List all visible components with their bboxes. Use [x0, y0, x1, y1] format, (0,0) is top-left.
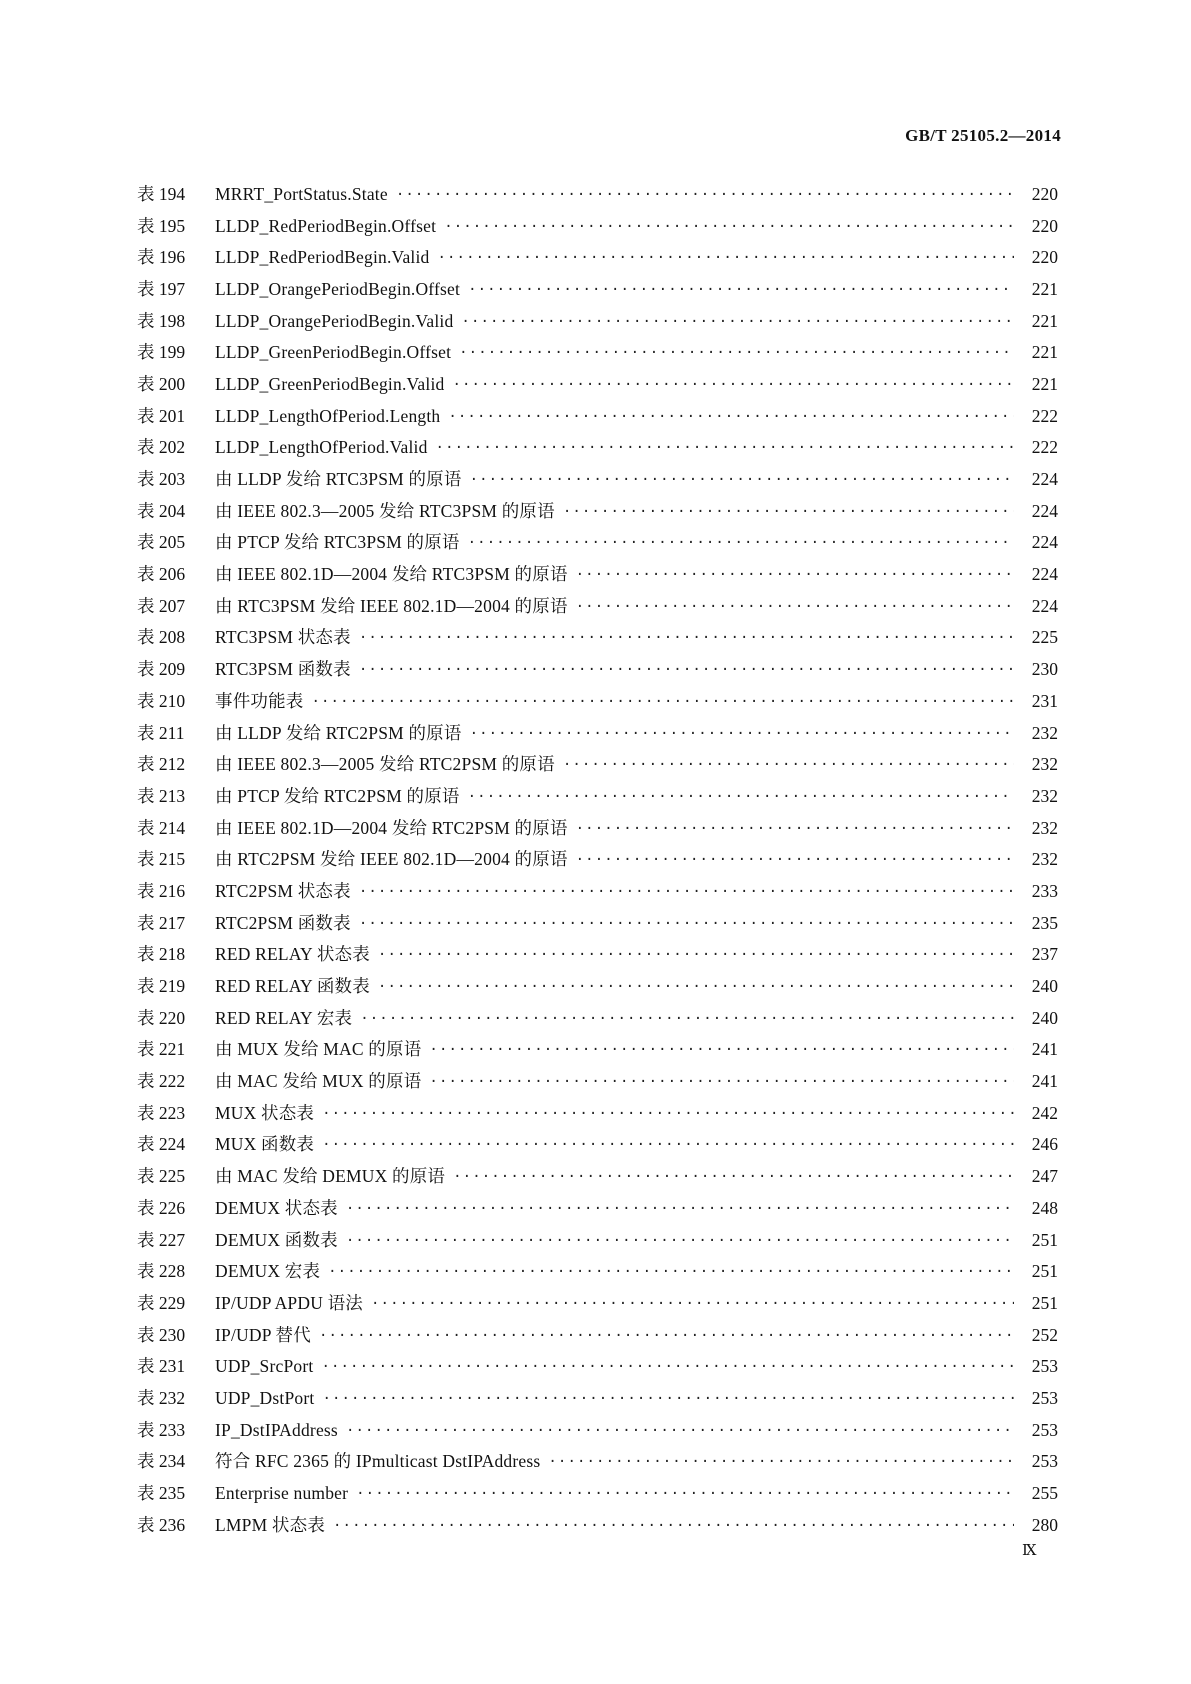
toc-entry[interactable]: [137, 1002, 1058, 1034]
toc-entry-number: 表 212: [137, 754, 186, 775]
toc-entry-number: 表 217: [137, 912, 186, 933]
toc-entry-title: 符合 RFC 2365 的 IPmulticast DstIPAddress: [215, 1451, 541, 1472]
toc-dot-leader: [356, 1483, 1014, 1503]
toc-entry-page: 251: [1031, 1261, 1058, 1282]
toc-entry-title: LLDP_LengthOfPeriod.Length: [215, 405, 441, 426]
toc-dot-leader: [576, 564, 1014, 584]
toc-dot-leader: [448, 406, 1014, 426]
toc-dot-leader: [359, 913, 1014, 933]
toc-entry-number: 表 200: [137, 373, 186, 394]
toc-entry-number: 表 215: [137, 849, 186, 870]
toc-entry[interactable]: [137, 590, 1058, 622]
toc-entry-page: 220: [1031, 247, 1058, 268]
toc-dot-leader: [563, 501, 1014, 521]
toc-entry[interactable]: [137, 527, 1058, 559]
toc-entry-page: 241: [1031, 1071, 1058, 1092]
table-of-contents: [137, 178, 1058, 1541]
toc-entry-page: 240: [1031, 976, 1058, 997]
toc-entry-page: 222: [1031, 405, 1058, 426]
toc-dot-leader: [468, 786, 1014, 806]
toc-dot-leader: [371, 1293, 1014, 1313]
toc-entry-number: 表 222: [137, 1071, 186, 1092]
toc-dot-leader: [322, 1134, 1014, 1154]
toc-entry-title: 由 PTCP 发给 RTC3PSM 的原语: [215, 532, 460, 553]
toc-entry[interactable]: [137, 685, 1058, 717]
toc-entry-number: 表 208: [137, 627, 186, 648]
toc-entry-number: 表 227: [137, 1229, 186, 1250]
toc-entry-title: MUX 状态表: [215, 1102, 315, 1123]
toc-dot-leader: [459, 342, 1014, 362]
toc-dot-leader: [322, 1388, 1014, 1408]
toc-entry-title: 由 MAC 发给 MUX 的原语: [215, 1071, 422, 1092]
toc-entry[interactable]: [137, 558, 1058, 590]
toc-entry[interactable]: [137, 1034, 1058, 1066]
toc-entry-page: 242: [1031, 1102, 1058, 1123]
toc-entry-title: 由 IEEE 802.3—2005 发给 RTC2PSM 的原语: [215, 754, 555, 775]
toc-entry-number: 表 210: [137, 690, 186, 711]
toc-entry-title: DEMUX 函数表: [215, 1229, 338, 1250]
toc-dot-leader: [346, 1420, 1014, 1440]
toc-entry-page: 253: [1031, 1451, 1058, 1472]
toc-entry-page: 240: [1031, 1007, 1058, 1028]
toc-entry-page: 253: [1031, 1356, 1058, 1377]
toc-entry-number: 表 205: [137, 532, 186, 553]
toc-entry[interactable]: [137, 717, 1058, 749]
toc-entry-title: LLDP_RedPeriodBegin.Offset: [215, 215, 437, 236]
toc-entry-page: 221: [1031, 278, 1058, 299]
toc-dot-leader: [470, 469, 1014, 489]
toc-entry-title: 事件功能表: [215, 690, 304, 711]
toc-entry-number: 表 196: [137, 247, 186, 268]
toc-dot-leader: [322, 1103, 1014, 1123]
toc-entry[interactable]: [137, 1350, 1058, 1382]
toc-entry-number: 表 218: [137, 944, 186, 965]
toc-entry-number: 表 214: [137, 817, 186, 838]
toc-entry-number: 表 197: [137, 278, 186, 299]
toc-entry-number: 表 203: [137, 469, 186, 490]
toc-entry[interactable]: [137, 1319, 1058, 1351]
toc-entry[interactable]: [137, 1255, 1058, 1287]
toc-entry-title: RED RELAY 状态表: [215, 944, 370, 965]
toc-entry-title: LLDP_OrangePeriodBegin.Offset: [215, 278, 461, 299]
toc-entry-title: 由 RTC2PSM 发给 IEEE 802.1D—2004 的原语: [215, 849, 568, 870]
toc-dot-leader: [548, 1451, 1014, 1471]
toc-entry-page: 246: [1031, 1134, 1058, 1155]
toc-entry-title: IP/UDP APDU 语法: [215, 1292, 364, 1313]
toc-entry[interactable]: [137, 1160, 1058, 1192]
toc-dot-leader: [444, 216, 1014, 236]
toc-entry-page: 221: [1031, 310, 1058, 331]
toc-entry-page: 248: [1031, 1197, 1058, 1218]
toc-entry-title: Enterprise number: [215, 1483, 349, 1504]
toc-entry[interactable]: [137, 432, 1058, 464]
toc-dot-leader: [360, 1008, 1014, 1028]
toc-entry-title: RED RELAY 宏表: [215, 1007, 353, 1028]
toc-entry-number: 表 194: [137, 183, 186, 204]
toc-entry[interactable]: [137, 178, 1058, 210]
toc-entry-page: 224: [1031, 564, 1058, 585]
toc-entry[interactable]: [137, 1192, 1058, 1224]
toc-entry[interactable]: [137, 273, 1058, 305]
toc-entry-page: 241: [1031, 1039, 1058, 1060]
toc-entry-page: 247: [1031, 1166, 1058, 1187]
toc-entry-title: 由 MAC 发给 DEMUX 的原语: [215, 1166, 446, 1187]
toc-entry-page: 222: [1031, 437, 1058, 458]
toc-entry-page: 231: [1031, 690, 1058, 711]
toc-entry-title: LMPM 状态表: [215, 1514, 326, 1535]
toc-entry[interactable]: [137, 622, 1058, 654]
toc-entry-title: 由 MUX 发给 MAC 的原语: [215, 1039, 422, 1060]
toc-dot-leader: [346, 1198, 1014, 1218]
toc-entry[interactable]: [137, 1509, 1058, 1541]
toc-entry[interactable]: [137, 1414, 1058, 1446]
toc-dot-leader: [378, 976, 1014, 996]
toc-entry-number: 表 232: [137, 1387, 186, 1408]
toc-entry[interactable]: [137, 970, 1058, 1002]
toc-entry-title: RTC3PSM 状态表: [215, 627, 351, 648]
toc-entry-page: 253: [1031, 1419, 1058, 1440]
toc-entry-page: 233: [1031, 880, 1058, 901]
toc-entry[interactable]: [137, 748, 1058, 780]
toc-entry[interactable]: [137, 1065, 1058, 1097]
toc-dot-leader: [359, 659, 1014, 679]
toc-entry-number: 表 231: [137, 1356, 186, 1377]
toc-dot-leader: [378, 944, 1014, 964]
toc-entry-title: MRRT_PortStatus.State: [215, 183, 388, 204]
toc-entry-number: 表 228: [137, 1261, 186, 1282]
toc-entry[interactable]: [137, 1382, 1058, 1414]
toc-entry-page: 220: [1031, 215, 1058, 236]
toc-dot-leader: [359, 627, 1014, 647]
toc-dot-leader: [563, 754, 1014, 774]
toc-dot-leader: [321, 1356, 1014, 1376]
toc-entry-page: 225: [1031, 627, 1058, 648]
toc-entry-number: 表 225: [137, 1166, 186, 1187]
toc-entry[interactable]: [137, 305, 1058, 337]
toc-entry[interactable]: [137, 1224, 1058, 1256]
toc-entry-page: 237: [1031, 944, 1058, 965]
toc-entry-title: MUX 函数表: [215, 1134, 315, 1155]
toc-dot-leader: [461, 311, 1014, 331]
toc-entry[interactable]: [137, 1446, 1058, 1478]
standard-code-header: GB/T 25105.2—2014: [905, 126, 1061, 145]
toc-entry-number: 表 223: [137, 1102, 186, 1123]
toc-dot-leader: [429, 1071, 1014, 1091]
toc-entry-number: 表 198: [137, 310, 186, 331]
toc-entry[interactable]: [137, 875, 1058, 907]
toc-entry[interactable]: [137, 843, 1058, 875]
toc-dot-leader: [468, 279, 1014, 299]
toc-dot-leader: [436, 437, 1014, 457]
toc-entry-page: 232: [1031, 722, 1058, 743]
page-number-footer: Ⅸ: [1022, 1543, 1037, 1559]
toc-entry-page: 230: [1031, 659, 1058, 680]
toc-dot-leader: [576, 849, 1014, 869]
toc-entry-number: 表 224: [137, 1134, 186, 1155]
toc-dot-leader: [576, 596, 1014, 616]
toc-entry-page: 255: [1031, 1483, 1058, 1504]
toc-entry[interactable]: [137, 780, 1058, 812]
toc-entry[interactable]: [137, 368, 1058, 400]
toc-entry-page: 221: [1031, 373, 1058, 394]
toc-entry-title: 由 IEEE 802.3—2005 发给 RTC3PSM 的原语: [215, 500, 555, 521]
toc-entry-number: 表 220: [137, 1007, 186, 1028]
toc-entry[interactable]: [137, 210, 1058, 242]
toc-entry-title: 由 IEEE 802.1D—2004 发给 RTC2PSM 的原语: [215, 817, 568, 838]
toc-entry-page: 232: [1031, 785, 1058, 806]
toc-entry[interactable]: [137, 939, 1058, 971]
toc-dot-leader: [346, 1230, 1014, 1250]
toc-entry-number: 表 234: [137, 1451, 186, 1472]
toc-entry[interactable]: [137, 907, 1058, 939]
toc-entry-title: DEMUX 状态表: [215, 1197, 338, 1218]
toc-entry[interactable]: [137, 463, 1058, 495]
toc-entry-page: 232: [1031, 849, 1058, 870]
toc-entry[interactable]: [137, 495, 1058, 527]
toc-entry-page: 280: [1031, 1514, 1058, 1535]
toc-entry-page: 224: [1031, 532, 1058, 553]
toc-entry-title: 由 IEEE 802.1D—2004 发给 RTC3PSM 的原语: [215, 564, 568, 585]
toc-entry-title: 由 RTC3PSM 发给 IEEE 802.1D—2004 的原语: [215, 595, 568, 616]
toc-dot-leader: [333, 1515, 1014, 1535]
toc-entry-title: LLDP_GreenPeriodBegin.Valid: [215, 373, 445, 394]
toc-entry-page: 232: [1031, 754, 1058, 775]
toc-entry[interactable]: [137, 653, 1058, 685]
toc-entry-number: 表 204: [137, 500, 186, 521]
toc-entry[interactable]: [137, 1097, 1058, 1129]
toc-entry-title: IP_DstIPAddress: [215, 1419, 338, 1440]
toc-dot-leader: [312, 691, 1015, 711]
toc-entry-number: 表 219: [137, 976, 186, 997]
toc-dot-leader: [470, 723, 1014, 743]
toc-entry-number: 表 211: [137, 722, 185, 743]
toc-dot-leader: [328, 1261, 1014, 1281]
toc-entry[interactable]: [137, 812, 1058, 844]
toc-entry-page: 251: [1031, 1292, 1058, 1313]
toc-dot-leader: [452, 374, 1014, 394]
toc-entry-number: 表 209: [137, 659, 186, 680]
toc-dot-leader: [359, 881, 1014, 901]
toc-entry-page: 220: [1031, 183, 1058, 204]
toc-entry-title: DEMUX 宏表: [215, 1261, 321, 1282]
toc-dot-leader: [438, 247, 1015, 267]
toc-entry-title: 由 LLDP 发给 RTC2PSM 的原语: [215, 722, 462, 743]
toc-entry-number: 表 199: [137, 342, 186, 363]
toc-entry-title: UDP_DstPort: [215, 1387, 315, 1408]
toc-entry[interactable]: [137, 1477, 1058, 1509]
toc-entry[interactable]: [137, 400, 1058, 432]
toc-entry-number: 表 201: [137, 405, 186, 426]
toc-entry-number: 表 207: [137, 595, 186, 616]
toc-entry[interactable]: [137, 1129, 1058, 1161]
toc-entry[interactable]: [137, 241, 1058, 273]
toc-entry-number: 表 236: [137, 1514, 186, 1535]
toc-entry-page: 251: [1031, 1229, 1058, 1250]
toc-dot-leader: [468, 532, 1014, 552]
toc-entry-page: 224: [1031, 595, 1058, 616]
toc-entry-page: 224: [1031, 500, 1058, 521]
toc-entry-title: LLDP_RedPeriodBegin.Valid: [215, 247, 430, 268]
toc-dot-leader: [576, 818, 1014, 838]
toc-entry[interactable]: [137, 336, 1058, 368]
toc-entry-number: 表 202: [137, 437, 186, 458]
toc-entry-title: 由 PTCP 发给 RTC2PSM 的原语: [215, 785, 460, 806]
toc-entry-title: RTC2PSM 状态表: [215, 880, 351, 901]
toc-entry-title: RTC2PSM 函数表: [215, 912, 351, 933]
toc-dot-leader: [396, 184, 1014, 204]
toc-entry-title: 由 LLDP 发给 RTC3PSM 的原语: [215, 469, 462, 490]
toc-entry-number: 表 206: [137, 564, 186, 585]
toc-entry-title: LLDP_OrangePeriodBegin.Valid: [215, 310, 454, 331]
toc-entry-title: LLDP_LengthOfPeriod.Valid: [215, 437, 428, 458]
toc-entry-title: RTC3PSM 函数表: [215, 659, 351, 680]
toc-entry-page: 235: [1031, 912, 1058, 933]
toc-entry-number: 表 221: [137, 1039, 186, 1060]
toc-entry-page: 253: [1031, 1387, 1058, 1408]
toc-dot-leader: [319, 1325, 1014, 1345]
toc-entry-page: 221: [1031, 342, 1058, 363]
toc-dot-leader: [429, 1039, 1014, 1059]
toc-entry-title: IP/UDP 替代: [215, 1324, 311, 1345]
toc-dot-leader: [453, 1166, 1014, 1186]
toc-entry-number: 表 229: [137, 1292, 186, 1313]
toc-entry-page: 224: [1031, 469, 1058, 490]
toc-entry-number: 表 235: [137, 1483, 186, 1504]
toc-entry-number: 表 226: [137, 1197, 186, 1218]
toc-entry-page: 232: [1031, 817, 1058, 838]
toc-entry-page: 252: [1031, 1324, 1058, 1345]
toc-entry-number: 表 216: [137, 880, 186, 901]
toc-entry-number: 表 213: [137, 785, 186, 806]
toc-entry[interactable]: [137, 1287, 1058, 1319]
toc-entry-number: 表 233: [137, 1419, 186, 1440]
toc-entry-title: RED RELAY 函数表: [215, 976, 370, 997]
toc-entry-title: LLDP_GreenPeriodBegin.Offset: [215, 342, 452, 363]
toc-entry-number: 表 230: [137, 1324, 186, 1345]
toc-entry-title: UDP_SrcPort: [215, 1356, 314, 1377]
toc-entry-number: 表 195: [137, 215, 186, 236]
